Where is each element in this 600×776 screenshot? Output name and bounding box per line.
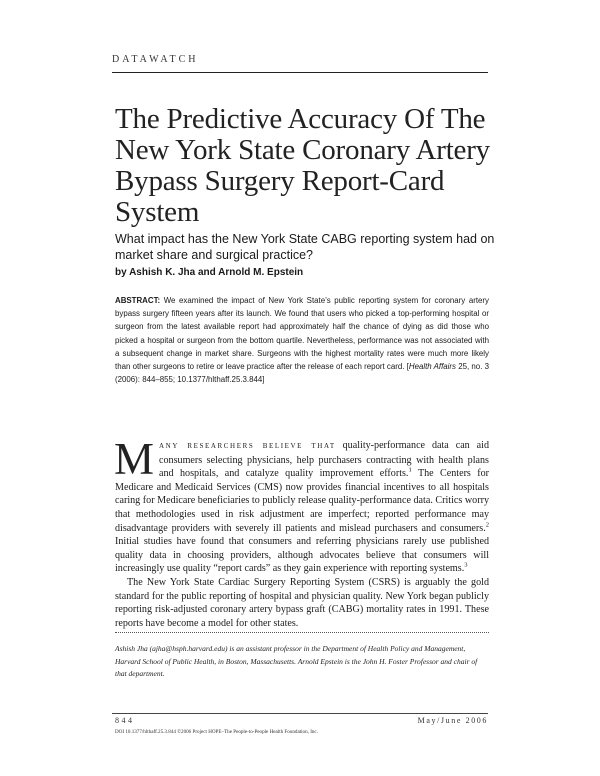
endnote-ref-2[interactable]: 2	[485, 521, 489, 529]
drop-cap: M	[114, 434, 155, 484]
header-rule	[112, 72, 488, 73]
doi-line: DOI 10.1377/hlthaff.25.3.844 ©2006 Project HOPE–The People-to-People Health Foundation, Inc.	[115, 729, 318, 735]
paragraph-1-part-b: The Centers for Medicare and Medicaid Services (CMS) now provides financial incentives to all hospitals caring for Medicare beneficiaries to publicly release quality-performance data. Critics worry that methodologies used in risk adjustment are imperfect; reported performance may disadvantage providers with severely ill patients and mislead purchasers and consumers.	[115, 468, 490, 534]
section-label: DATAWATCH	[112, 54, 199, 65]
abstract-label: ABSTRACT:	[115, 296, 161, 305]
page-number: 844	[115, 716, 135, 725]
footnote-separator	[115, 632, 489, 633]
article-subtitle: What impact has the New York State CABG reporting system had on market share and surgical practice?	[115, 232, 495, 262]
paragraph-1-part-c: Initial studies have found that consumers and referring physicians rarely use published quality data in choosing providers, although advocates believe that consumers will increasingly use quality “report cards” as they gain experience with reporting systems.	[115, 536, 489, 575]
byline: by Ashish K. Jha and Arnold M. Epstein	[115, 267, 304, 278]
endnote-ref-1[interactable]: 1	[408, 466, 412, 474]
author-note: Ashish Jha (ajha@hsph.harvard.edu) is an assistant professor in the Department of Health Policy and Management, Harvard School of Public Health, in Boston, Massachusetts. Arnold Epstein is the John H. Foster Professor and chair of that department.	[115, 644, 478, 679]
lead-in: any researchers believe that	[159, 441, 336, 451]
paragraph-1-part-a: quality-performance data can aid consumers selecting physicians, help purchasers contracting with health plans and hospitals, and catalyze quality improvement efforts.	[159, 440, 489, 480]
abstract-citation: 25, no. 3 (2006): 844–855; 10.1377/hlthaff.25.3.844]	[115, 362, 489, 385]
issue-date: May/June 2006	[417, 716, 488, 725]
footer-rule	[112, 713, 488, 714]
paragraph-2: The New York State Cardiac Surgery Reporting System (CSRS) is arguably the gold standard for the public reporting of hospital and physician quality. New York began publicly reporting risk-adjusted coronary artery bypass graft (CABG) mortality rates in 1991. These reports have become a model for other states.	[115, 576, 489, 629]
endnote-ref-3[interactable]: 3	[464, 561, 468, 569]
abstract-text: We examined the impact of New York State’s public reporting system for coronary artery bypass surgery fifteen years after its launch. We found that users who picked a top-performing hospital or surgeon from the latest available report had approximately half the chance of dying as did those who picked a hospital or surgeon from the bottom quartile. Nevertheless, performance was not associated with a subsequent change in market share. Surgeons with the highest mortality rates were much more likely than other surgeons to retire or leave practice after the release of each report card. [	[115, 296, 489, 372]
paragraph-1	[114, 434, 490, 576]
abstract	[115, 294, 489, 386]
article-title: The Predictive Accuracy Of The New York State Coronary Artery Bypass Surgery Report-Card System	[115, 103, 490, 228]
abstract-journal: Health Affairs	[408, 362, 456, 372]
body-text	[114, 434, 490, 630]
